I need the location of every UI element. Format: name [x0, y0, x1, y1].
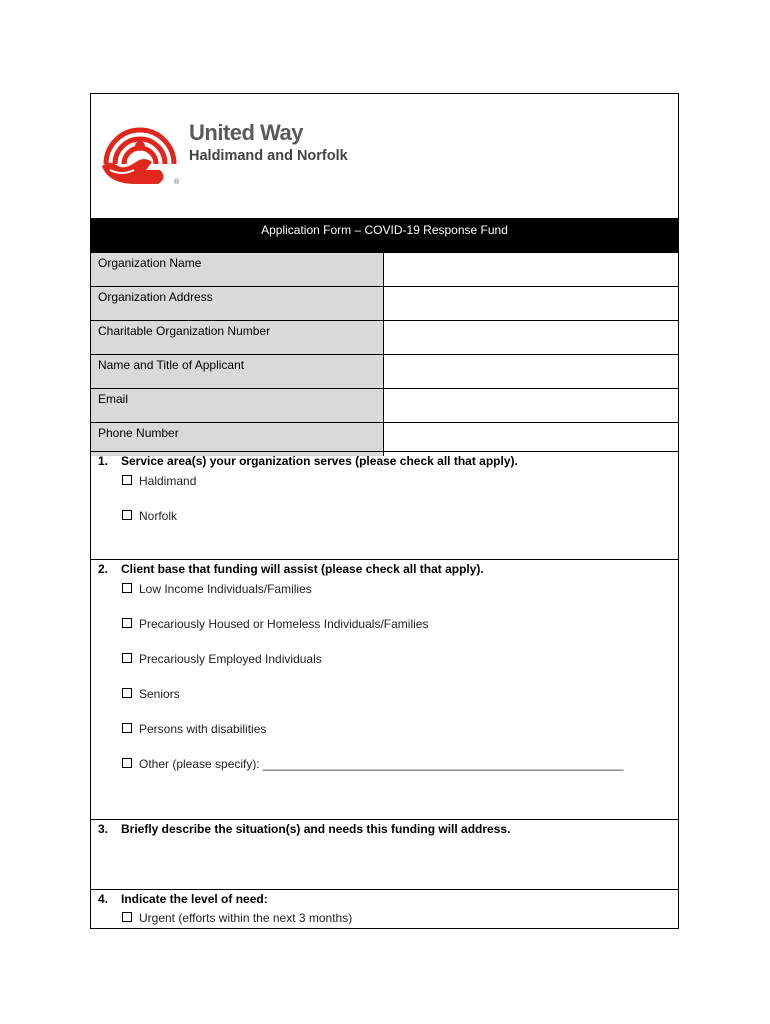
united-way-logo: [96, 104, 182, 186]
field-label: Charitable Organization Number: [91, 321, 383, 355]
logo-title: United Way: [189, 120, 303, 145]
table-row: [91, 355, 678, 389]
registered-mark: ®: [174, 179, 180, 186]
checkbox-option[interactable]: [122, 474, 196, 488]
question-number: 3.: [98, 822, 109, 836]
form-header: Application Form – COVID-19 Response Fund: [91, 218, 678, 252]
checkbox-icon[interactable]: [122, 912, 132, 922]
option-label: Norfolk: [139, 509, 178, 523]
option-label: Other (please specify): ______________________________________________________: [139, 757, 624, 771]
table-row: [91, 321, 678, 355]
email-field[interactable]: [383, 389, 678, 423]
checkbox-option[interactable]: [122, 687, 180, 701]
checkbox-icon[interactable]: [122, 583, 132, 593]
checkbox-icon[interactable]: [122, 510, 132, 520]
question-label: Briefly describe the situation(s) and needs this funding will address.: [121, 822, 511, 836]
checkbox-icon[interactable]: [122, 688, 132, 698]
table-row: [91, 253, 678, 287]
checkbox-icon[interactable]: [122, 618, 132, 628]
checkbox-icon[interactable]: [122, 758, 132, 768]
question-4-text: [98, 892, 268, 906]
checkbox-icon[interactable]: [122, 723, 132, 733]
field-label: Phone Number: [91, 423, 383, 457]
question-3-section: [91, 819, 678, 889]
option-label: Precariously Housed or Homeless Individuals/Families: [139, 617, 429, 631]
question-number: 2.: [98, 562, 109, 576]
question-label: Service area(s) your organization serves (please check all that apply).: [121, 454, 518, 468]
option-label: Haldimand: [139, 474, 197, 488]
option-label: Urgent (efforts within the next 3 months): [139, 911, 353, 925]
checkbox-option[interactable]: [122, 509, 177, 523]
checkbox-option[interactable]: [122, 652, 322, 666]
checkbox-icon[interactable]: [122, 475, 132, 485]
organization-address-field[interactable]: [383, 287, 678, 321]
question-label: Client base that funding will assist (please check all that apply).: [121, 562, 484, 576]
question-4-section: [91, 889, 678, 929]
info-table: [91, 252, 678, 456]
table-row: [91, 287, 678, 321]
option-label: Persons with disabilities: [139, 722, 267, 736]
table-row: [91, 389, 678, 423]
checkbox-option[interactable]: [122, 911, 352, 925]
organization-name-field[interactable]: [383, 253, 678, 287]
question-3-text: [98, 822, 510, 836]
field-label: Organization Address: [91, 287, 383, 321]
application-form: [90, 93, 679, 929]
field-label: Organization Name: [91, 253, 383, 287]
charitable-number-field[interactable]: [383, 321, 678, 355]
question-label: Indicate the level of need:: [121, 892, 268, 906]
checkbox-option[interactable]: [122, 582, 312, 596]
checkbox-option[interactable]: [122, 722, 266, 736]
option-label: Precariously Employed Individuals: [139, 652, 322, 666]
logo-area: [91, 94, 678, 218]
checkbox-option-other[interactable]: [122, 757, 623, 771]
question-number: 4.: [98, 892, 109, 906]
question-2-section: [91, 559, 678, 819]
checkbox-option[interactable]: [122, 617, 428, 631]
question-1-section: [91, 451, 678, 559]
question-number: 1.: [98, 454, 109, 468]
question-2-text: [98, 562, 484, 576]
option-label: Seniors: [139, 687, 180, 701]
question-1-text: [98, 454, 518, 468]
field-label: Email: [91, 389, 383, 423]
applicant-name-field[interactable]: [383, 355, 678, 389]
field-label: Name and Title of Applicant: [91, 355, 383, 389]
logo-subtitle: Haldimand and Norfolk: [189, 148, 348, 164]
checkbox-icon[interactable]: [122, 653, 132, 663]
option-label: Low Income Individuals/Families: [139, 582, 312, 596]
